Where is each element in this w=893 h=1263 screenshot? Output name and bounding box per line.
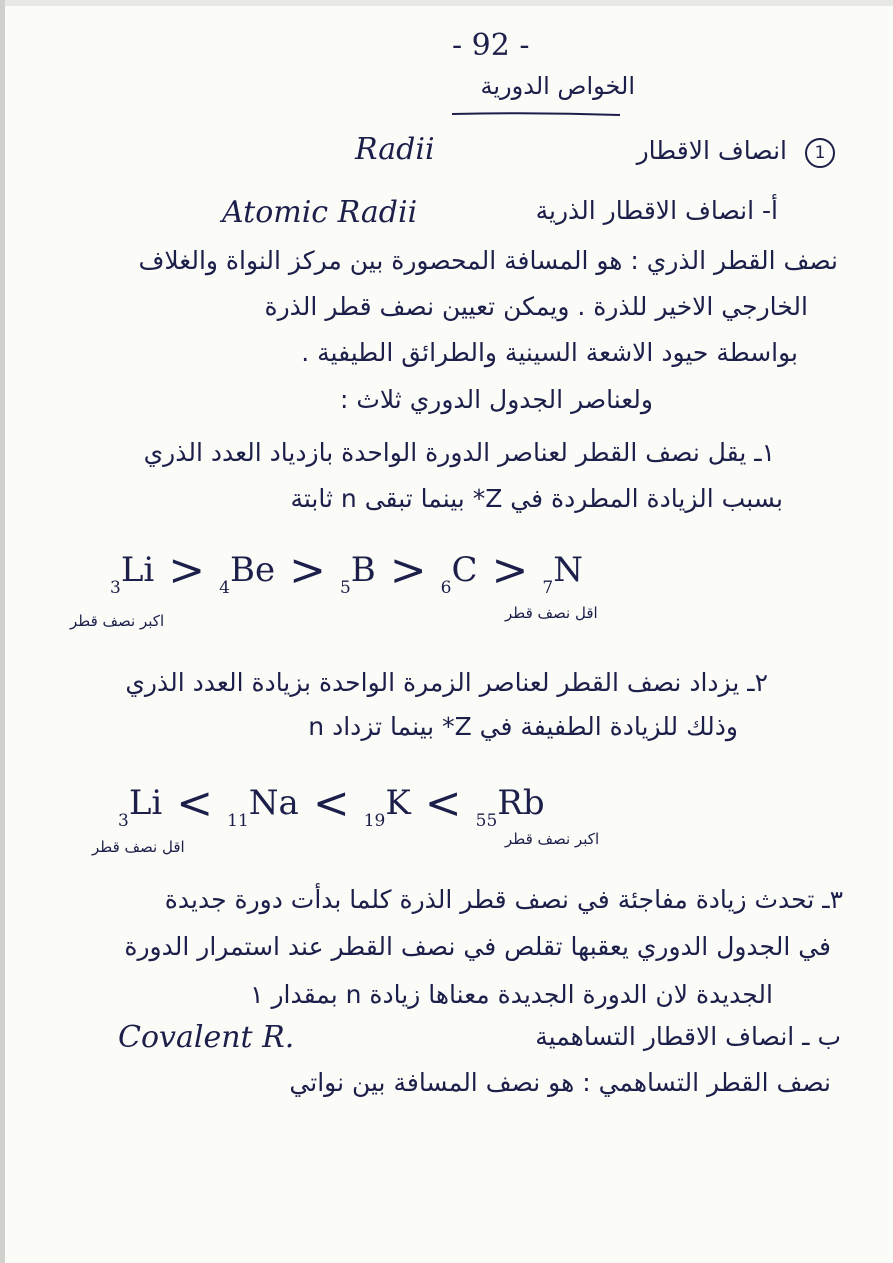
greater-than-sign: > <box>168 545 206 596</box>
series-2-smallest-label: اقل نصف قطر <box>92 838 185 856</box>
series-1-item: $_4$Be <box>219 550 276 598</box>
less-than-sign: < <box>312 778 350 829</box>
section-1-ar-label: انصاف الاقطار <box>636 136 787 165</box>
series-1-item: $_5$B <box>339 550 376 598</box>
section-1-number: 1 <box>805 138 835 168</box>
series-2-item: $_3$Li <box>118 783 163 831</box>
page-number: - 92 - <box>452 28 530 63</box>
series-2-item: $_{11}$Na <box>227 783 299 831</box>
less-than-sign: < <box>424 778 462 829</box>
greater-than-sign: > <box>289 545 326 596</box>
page-title: الخواص الدورية <box>480 72 635 100</box>
section-b-en-label: Covalent R. <box>118 1020 295 1055</box>
series-1-item: $_3$Li <box>110 550 155 598</box>
rule-3-line-1: ٣ـ تحدث زيادة مفاجئة في نصف قطر الذرة كلما بدأت دورة جديدة <box>164 885 843 914</box>
greater-than-sign: > <box>389 545 427 596</box>
section-1-heading <box>355 132 835 167</box>
series-2-largest-label: اكبر نصف قطر <box>505 830 600 848</box>
rule-1-line-1: ١ـ يقل نصف القطر لعناصر الدورة الواحدة بازدياد العدد الذري <box>143 438 775 467</box>
covalent-definition: نصف القطر التساهمي : هو نصف المسافة بين نواتي <box>289 1068 831 1097</box>
section-1-en-label: Radii <box>355 132 435 167</box>
title-underline <box>452 112 620 116</box>
series-2-item: $_{55}$Rb <box>475 783 545 831</box>
definition-line-1: نصف القطر الذري : هو المسافة المحصورة بين مركز النواة والغلاف <box>138 246 838 275</box>
series-2-equation <box>118 778 545 831</box>
less-than-sign: < <box>176 778 214 829</box>
series-1-smallest-label: اقل نصف قطر <box>505 604 598 622</box>
series-1-largest-label: اكبر نصف قطر <box>70 612 165 630</box>
series-2-item: $_{19}$K <box>363 783 411 831</box>
rule-2-line-1: ٢ـ يزداد نصف القطر لعناصر الزمرة الواحدة بزيادة العدد الذري <box>125 668 768 697</box>
definition-line-2: الخارجي الاخير للذرة . ويمكن تعيين نصف قطر الذرة <box>264 292 808 321</box>
scan-edge-left <box>0 0 5 1263</box>
section-a-ar-label: أ- انصاف الاقطار الذرية <box>535 196 778 225</box>
scan-edge-top <box>0 0 893 6</box>
rule-3-line-2: في الجدول الدوري يعقبها تقلص في نصف القطر عند استمرار الدورة <box>124 932 831 961</box>
section-b-ar-label: ب ـ انصاف الاقطار التساهمية <box>535 1022 841 1051</box>
rule-2-line-2: وذلك للزيادة الطفيفة في Z* بينما تزداد n <box>308 712 738 741</box>
series-1-equation <box>110 545 583 598</box>
section-a-en-label: Atomic Radii <box>222 195 418 230</box>
series-1-item: $_7$N <box>542 550 583 598</box>
periodic-intro: ولعناصر الجدول الدوري ثلاث : <box>339 385 653 414</box>
series-1-item: $_6$C <box>440 550 478 598</box>
definition-line-3: بواسطة حيود الاشعة السينية والطرائق الطيفية . <box>301 338 798 367</box>
greater-than-sign: > <box>491 545 529 596</box>
rule-1-line-2: بسبب الزيادة المطردة في Z* بينما تبقى n ثابتة <box>290 484 783 513</box>
rule-3-line-3: الجديدة لان الدورة الجديدة معناها زيادة n بمقدار ١ <box>250 980 773 1009</box>
